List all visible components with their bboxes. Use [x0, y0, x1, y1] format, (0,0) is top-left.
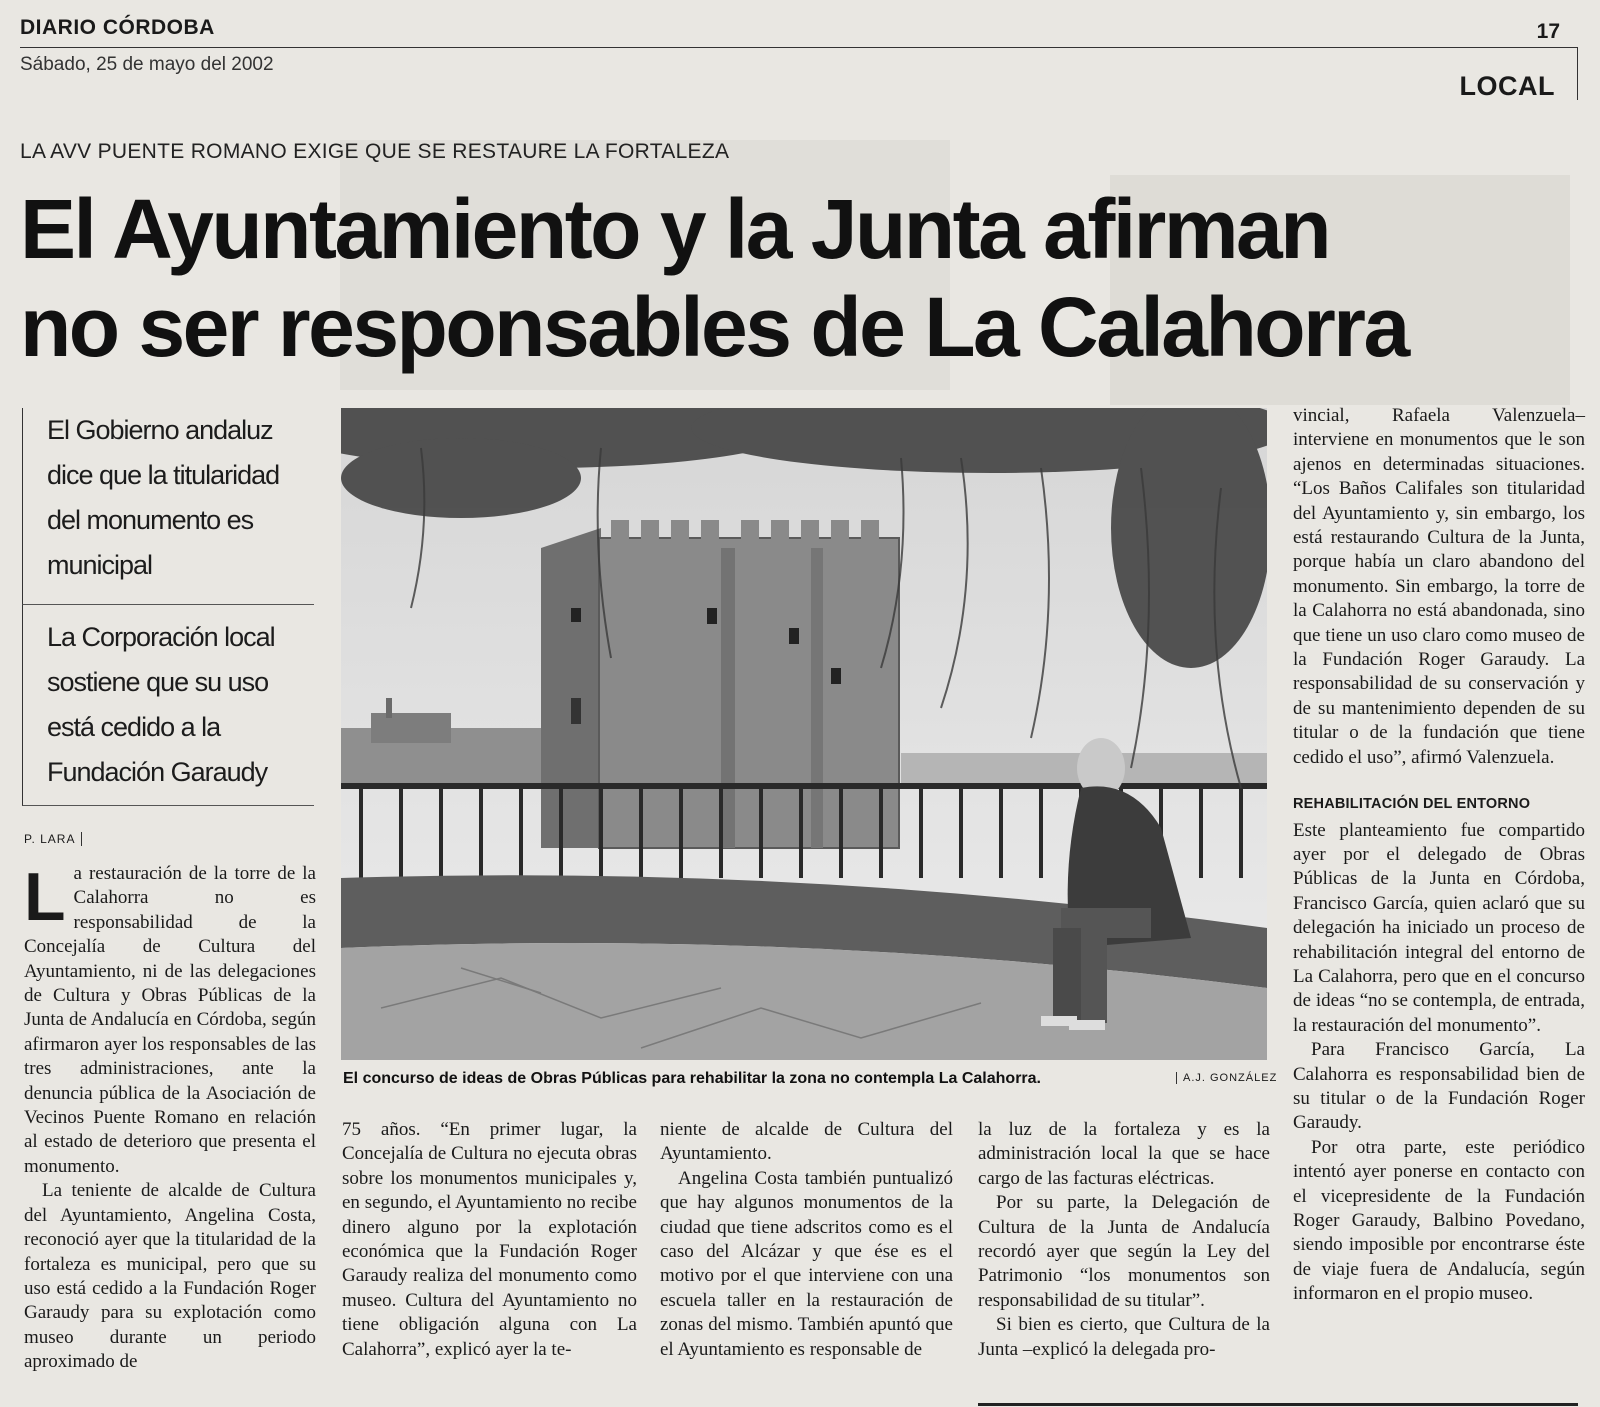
headline-line-2: no ser responsables de La Calahorra [20, 280, 1408, 374]
paragraph: Este planteamiento fue compartido ayer por el delegado de Obras Públicas de la Junta en Córdoba, Francisco García, quien aclaró que su delegación ha iniciado un proceso de rehabilitación integral del entorno de La Calahorra, pero que en el concurso de ideas “no se contempla, de entrada, la restauración del monumento”. [1293, 819, 1585, 1036]
photo-credit: A.J. GONZÁLEZ [1176, 1072, 1277, 1084]
paragraph: Si bien es cierto, que Cultura de la Junta –explicó la delegada pro- [978, 1314, 1270, 1360]
byline: P. LARA [24, 832, 82, 846]
paragraph: Por su parte, la Delegación de Cultura de la Junta de Andalucía recordó ayer que según la Ley del Patrimonio “los monumentos son responsabilidad de su titular”. [978, 1192, 1270, 1311]
paragraph: La teniente de alcalde de Cultura del Ayuntamiento, Angelina Costa, reconoció ayer que la titularidad de la fortaleza es municipal, pero que su uso está cedido a la Fundación Roger Garaudy para su explotación como museo durante un periodo aproximado de [24, 1180, 316, 1373]
headline [20, 180, 1590, 376]
paragraph: Angelina Costa también puntualizó que hay algunos monumentos de la ciudad que tiene adscritos como es el caso del Alcázar y que ése es el motivo por el que interviene con una escuela taller en la restauración de zonas del mismo. También apuntó que el Ayuntamiento es responsable de [660, 1167, 953, 1360]
paragraph [24, 859, 316, 1179]
paragraph: la luz de la fortaleza y es la administración local la que se hace cargo de las facturas eléctricas. [978, 1119, 1270, 1189]
header-rule [20, 47, 1578, 48]
subheading: REHABILITACIÓN DEL ENTORNO [1293, 796, 1531, 813]
summary-box [22, 408, 314, 806]
paragraph: vincial, Rafaela Valenzuela– interviene en monumentos que le son ajenos en determinadas situaciones. “Los Baños Califales son titularidad del Ayuntamiento y, sin embargo, los está restaurando Cultura de la Junta, porque había un claro abandono del monumento. Sin embargo, la torre de la Calahorra no está abandonada, sino que tiene un uso claro como museo de la Fundación Roger Garaudy. La responsabilidad de su conservación y de su mantenimiento dependen de su titular o de la fundación que tiene cedido el uso”, afirmó Valenzuela. [1293, 405, 1585, 768]
paragraph-text: a restauración de la torre de la Calahorra no es responsabilidad de la Concejalía de Cultura del Ayuntamiento, ni de las delegaciones de Cultura y Obras Públicas de la Junta de Andalucía en Córdoba, según afirmaron ayer los responsables de las tres administraciones, ante la denuncia pública de la Asociación de Vecinos Puente Romano en relación al estado de deterioro que presenta el monumento. [24, 863, 316, 1177]
article-column-4 [978, 1118, 1270, 1362]
calahorra-tower-photo [341, 408, 1267, 1060]
article-column-3 [660, 1118, 953, 1362]
section-label: LOCAL [1459, 71, 1555, 101]
summary-item: La Corporación local sostiene que su uso está cedido a la Fundación Garaudy [22, 605, 314, 806]
paragraph: niente de alcalde de Cultura del Ayuntamiento. [660, 1119, 953, 1165]
issue-date: Sábado, 25 de mayo del 2002 [20, 54, 274, 75]
paragraph: Por otra parte, este periódico intentó ayer ponerse en contacto con el vicepresidente de la Fundación Roger Garaudy, Balbino Povedano, siendo imposible por encontrarse éste de viaje fuera de Andalucía, según informaron en el propio museo. [1293, 1136, 1585, 1305]
header-rule-vertical [1577, 47, 1578, 100]
article-photo [341, 408, 1267, 1060]
bottom-rule [978, 1403, 1578, 1406]
drop-cap: L [24, 859, 66, 935]
masthead: DIARIO CÓRDOBA [20, 16, 215, 39]
page-number: 17 [1536, 20, 1560, 43]
article-column-2 [342, 1118, 637, 1362]
summary-item: El Gobierno andaluz dice que la titularidad del monumento es municipal [22, 408, 314, 605]
photo-caption: El concurso de ideas de Obras Públicas para rehabilitar la zona no contempla La Calahorra. [343, 1070, 1041, 1087]
paragraph: Para Francisco García, La Calahorra es responsabilidad bien de su titular o de la Fundación Roger Garaudy. [1293, 1039, 1585, 1134]
article-column-1 [24, 859, 316, 1375]
paragraph: 75 años. “En primer lugar, la Concejalía de Cultura no ejecuta obras sobre los monumentos municipales y, en segundo, el Ayuntamiento no recibe dinero alguno por la explotación económica que la Fundación Roger Garaudy realiza del monumento como museo. Cultura del Ayuntamiento no tiene obligación alguna con La Calahorra”, explicó ayer la te- [342, 1119, 637, 1360]
headline-line-1: El Ayuntamiento y la Junta afirman [20, 182, 1330, 276]
kicker: LA AVV PUENTE ROMANO EXIGE QUE SE RESTAURE LA FORTALEZA [20, 140, 730, 163]
article-column-5 [1293, 404, 1585, 1307]
